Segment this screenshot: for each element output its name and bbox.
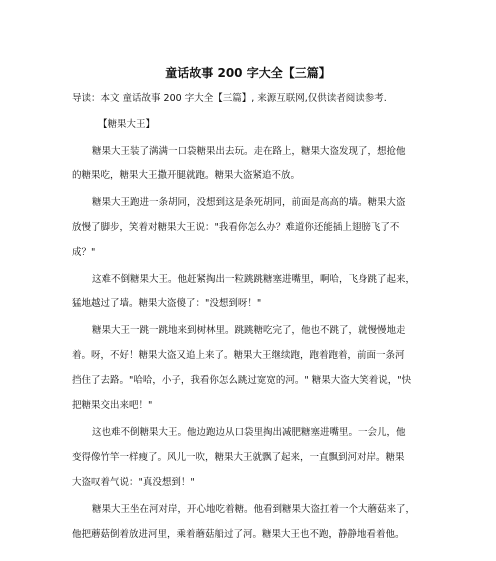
paragraph-line: 糖果大王坐在河对岸，开心地吃着糖。他看到糖果大盗扛着一个大蘑菇来了，	[92, 504, 416, 515]
paragraph-line: 他把蘑菇倒着放进河里，乘着蘑菇船过了河。糖果大王也不跑，静静地看着他。	[72, 529, 405, 540]
paragraph-line: 这也难不倒糖果大王。他边跑边从口袋里掏出减肥糖塞进嘴里。一会儿，他	[92, 427, 406, 438]
paragraph-line: 着。呀，不好！糖果大盗又追上来了。糖果大王继续跑，跑着跑着，前面一条河	[72, 350, 405, 361]
paragraph-line: 成？"	[72, 247, 96, 258]
paragraph-line: 的糖果吃，糖果大王撒开腿就跑。糖果大盗紧追不放。	[72, 170, 301, 181]
intro-line: 导读：本文 童话故事 200 字大全【三篇】, 来源互联网,仅供读者阅读参考.	[72, 93, 387, 104]
paragraph-line: 糖果大王一跳一跳地来到树林里。跳跳糖吃完了，他也不跳了，就慢慢地走	[92, 325, 406, 336]
paragraph-line: 猛地越过了墙。糖果大盗傻了："没想到呀！"	[72, 298, 262, 309]
paragraph-line: 放慢了脚步，笑着对糖果大王说："我看你怎么办？难道你还能插上翅膀飞了不	[72, 222, 400, 233]
paragraph-line: 变得像竹竿一样瘦了。风儿一吹，糖果大王就飘了起来，一直飘到河对岸。糖果	[72, 452, 405, 463]
section-heading: 【糖果大王】	[98, 119, 156, 130]
paragraph-line: 糖果大王跑进一条胡同，没想到这是条死胡同，前面是高高的墙。糖果大盗	[92, 197, 406, 208]
paragraph-line: 把糖果交出来吧！"	[72, 400, 153, 411]
paragraph-line: 挡住了去路。"哈哈，小子，我看你怎么跳过宽宽的河。" 糖果大盗大笑着说，"快	[72, 375, 412, 386]
document-title: 童话故事 200 字大全【三篇】	[165, 66, 331, 80]
paragraph-line: 大盗叹着气说："真没想到！"	[72, 477, 195, 488]
paragraph-line: 糖果大王装了满满一口袋糖果出去玩。走在路上，糖果大盗发现了，想抢他	[92, 146, 406, 157]
paragraph-line: 这难不倒糖果大王。他赶紧掏出一粒跳跳糖塞进嘴里，啊哈，飞身跳了起来，	[92, 274, 416, 285]
